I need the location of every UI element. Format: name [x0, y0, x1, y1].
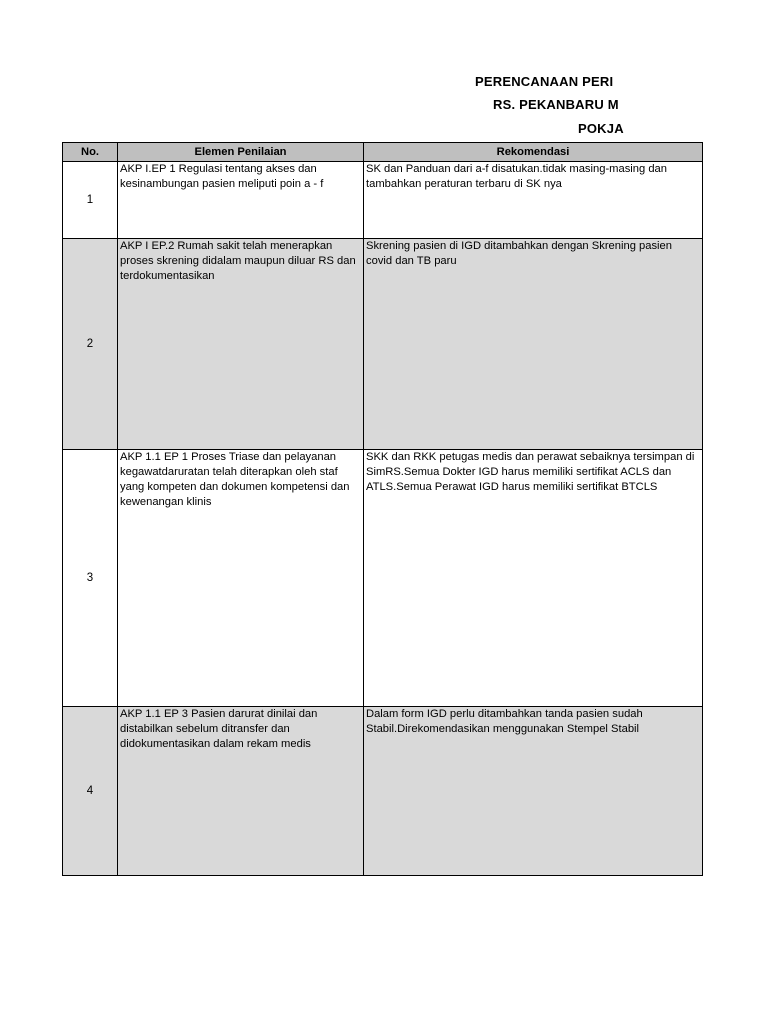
elemen-penilaian-cell: AKP I.EP 1 Regulasi tentang akses dan kesinambungan pasien meliputi poin a - f: [118, 162, 364, 239]
recommendation-table: [62, 142, 703, 876]
elemen-penilaian-cell: AKP 1.1 EP 1 Proses Triase dan pelayanan kegawatdaruratan telah diterapkan oleh staf yang kompeten dan dokumen kompetensi dan kewenangan klinis: [118, 450, 364, 707]
table-row: [63, 450, 703, 707]
rekomendasi-cell: SKK dan RKK petugas medis dan perawat sebaiknya tersimpan di SimRS.Semua Dokter IGD harus memiliki sertifikat ACLS dan ATLS.Semua Perawat IGD harus memiliki sertifikat BTCLS: [364, 450, 703, 707]
table-row: [63, 707, 703, 876]
column-header-rekomendasi: Rekomendasi: [364, 143, 703, 162]
row-number: 3: [63, 450, 118, 707]
table-row: [63, 239, 703, 450]
row-number: 4: [63, 707, 118, 876]
column-header-elemen: Elemen Penilaian: [118, 143, 364, 162]
row-number: 1: [63, 162, 118, 239]
rekomendasi-cell: SK dan Panduan dari a-f disatukan.tidak masing-masing dan tambahkan peraturan terbaru di SK nya: [364, 162, 703, 239]
table-row: [63, 162, 703, 239]
document-title: PERENCANAAN PERI: [475, 74, 614, 89]
row-number: 2: [63, 239, 118, 450]
hospital-name: RS. PEKANBARU M: [493, 97, 619, 112]
elemen-penilaian-cell: AKP I EP.2 Rumah sakit telah menerapkan proses skrening didalam maupun diluar RS dan terdokumentasikan: [118, 239, 364, 450]
recommendation-table-viewport: [62, 142, 695, 877]
column-header-no: No.: [63, 143, 118, 162]
elemen-penilaian-cell: AKP 1.1 EP 3 Pasien darurat dinilai dan distabilkan sebelum ditransfer dan didokumentasikan dalam rekam medis: [118, 707, 364, 876]
rekomendasi-cell: Dalam form IGD perlu ditambahkan tanda pasien sudah Stabil.Direkomendasikan menggunakan Stempel Stabil: [364, 707, 703, 876]
pokja-label: POKJA: [578, 121, 624, 136]
table-header-row: [63, 143, 703, 162]
rekomendasi-cell: Skrening pasien di IGD ditambahkan dengan Skrening pasien covid dan TB paru: [364, 239, 703, 450]
